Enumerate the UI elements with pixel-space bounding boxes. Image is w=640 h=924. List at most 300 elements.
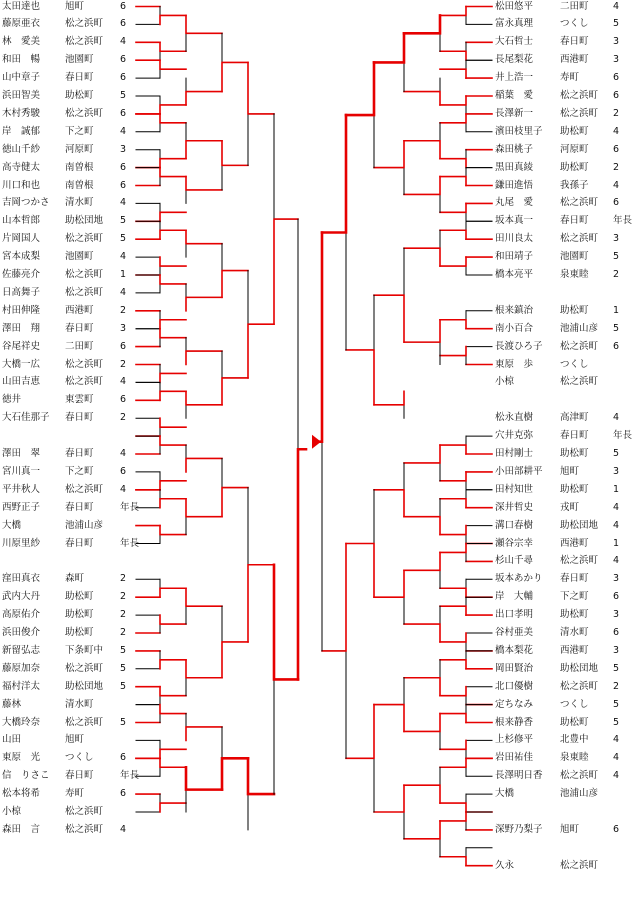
entry-club: 助松町 <box>65 609 94 621</box>
entry-club: 森町 <box>65 573 85 585</box>
winner-line <box>440 857 466 866</box>
entry-name: 小椋 <box>2 806 22 817</box>
entry-grade: 4 <box>613 125 620 137</box>
entry-club: 下之町 <box>560 591 589 603</box>
winner-line <box>186 767 222 789</box>
entry-club: 春日町 <box>65 72 94 84</box>
winner-line <box>160 230 186 239</box>
entry-name: 浜田俊介 <box>2 627 41 638</box>
entry-name: 澤田 翠 <box>2 448 41 459</box>
winner-line <box>160 212 186 221</box>
entry-grade: 6 <box>120 340 127 352</box>
winner-line <box>404 92 440 105</box>
entry-club: 二田町 <box>560 0 589 12</box>
entry-name: 谷村亜美 <box>495 627 534 638</box>
winner-line <box>440 660 466 669</box>
entry-name: 大橋 <box>2 519 22 531</box>
winner-line <box>374 785 404 812</box>
entry-grade: 1 <box>120 269 127 280</box>
entry-grade: 5 <box>120 233 127 245</box>
entry-name: 片岡国人 <box>2 233 41 245</box>
entry-name: 宮川真一 <box>2 465 41 477</box>
winner-line <box>186 297 222 310</box>
entry-name: 森田 言 <box>2 823 41 835</box>
entry-club: 春日町 <box>560 215 589 227</box>
winner-line <box>248 62 274 113</box>
entry-grade: 4 <box>613 0 620 12</box>
entry-name: 久永 <box>495 859 515 871</box>
winner-line <box>440 257 466 266</box>
entry-name: 小田部耕平 <box>495 465 543 477</box>
entry-grade: 6 <box>120 107 127 119</box>
winner-line <box>404 15 440 33</box>
entry-club: 松之浜町 <box>65 662 104 674</box>
winner-line <box>160 15 186 24</box>
entry-grade: 3 <box>613 36 620 48</box>
entry-grade: 5 <box>613 662 620 674</box>
entry-grade: 6 <box>120 161 127 173</box>
winner-line <box>440 499 466 508</box>
entry-grade: 2 <box>120 591 127 603</box>
winner-line <box>186 230 222 243</box>
entry-name: 山田吉恵 <box>2 376 41 388</box>
entry-grade: 6 <box>613 591 620 603</box>
entry-grade: 3 <box>613 573 620 585</box>
entry-name: 森田桃子 <box>495 143 534 155</box>
entry-name: 東原 光 <box>2 752 41 764</box>
entry-name: 佐藤亮介 <box>2 269 41 280</box>
winner-line <box>222 488 248 517</box>
entry-grade: 6 <box>120 0 127 12</box>
entry-name: 濱田枝里子 <box>495 125 543 137</box>
entry-club: 春日町 <box>65 537 94 549</box>
entry-club: 助松団地 <box>560 662 599 674</box>
entry-name: 高原佑介 <box>2 609 41 621</box>
entry-grade: 4 <box>120 376 127 388</box>
entry-club: 二田町 <box>65 340 94 352</box>
winner-line <box>186 141 222 159</box>
entry-grade: 6 <box>120 752 127 764</box>
entry-name: 福村洋太 <box>2 680 41 692</box>
winner-line <box>160 320 186 329</box>
entry-club: つくし <box>65 752 94 764</box>
entry-name: 長澤新一 <box>495 107 534 119</box>
winner-line <box>160 687 186 696</box>
entry-grade: 4 <box>613 770 620 782</box>
entry-club: 春日町 <box>560 36 589 48</box>
winner-line <box>222 378 248 405</box>
entry-club: 春日町 <box>65 448 94 459</box>
entry-name: 新留弘志 <box>2 644 41 656</box>
winner-line <box>160 60 186 69</box>
entry-club: 旭町 <box>560 465 580 477</box>
entry-club: 助松町 <box>560 483 589 495</box>
entry-name: 日高舞子 <box>2 286 41 298</box>
entry-name: 坂本あかり <box>495 573 543 585</box>
entry-name: 小椋 <box>495 376 515 388</box>
entry-name: 深井哲史 <box>495 501 534 513</box>
entry-club: 松之浜町 <box>560 340 599 352</box>
winner-line <box>440 203 466 212</box>
entry-grade: 年長 <box>613 215 633 227</box>
entry-club: 助松町 <box>65 591 94 603</box>
entry-grade: 6 <box>120 179 127 191</box>
entry-name: 瀬谷宗幸 <box>495 537 534 549</box>
winner-line <box>160 114 186 123</box>
entry-name: 山田 <box>2 734 22 746</box>
winner-line <box>160 329 186 338</box>
winner-line <box>440 740 466 749</box>
entry-name: 岸 誠郁 <box>2 125 41 137</box>
entry-club: 池浦山彦 <box>560 322 599 334</box>
winner-line <box>160 275 186 284</box>
entry-club: 南曽根 <box>65 179 94 191</box>
entry-grade: 2 <box>120 304 127 316</box>
entry-name: 定ちなみ <box>495 698 534 710</box>
entry-grade: 2 <box>613 161 620 173</box>
entry-grade: 2 <box>120 609 127 621</box>
entry-club: 助松町 <box>65 90 94 101</box>
entry-club: つくし <box>560 358 589 370</box>
entry-club: 清水町 <box>65 698 94 710</box>
entry-name: 出口孝明 <box>495 609 534 621</box>
entry-grade: 年長 <box>613 430 633 442</box>
entry-name: 橋本梨花 <box>495 644 534 656</box>
winner-line <box>160 418 186 427</box>
winner-line <box>186 499 222 517</box>
entry-club: 池浦山彦 <box>560 788 599 800</box>
entry-grade: 2 <box>120 412 127 424</box>
winner-line <box>346 705 374 759</box>
entry-club: 助松町 <box>560 304 589 316</box>
entry-club: 池園町 <box>65 251 94 263</box>
entry-name: 松田悠平 <box>495 0 534 12</box>
entry-club: 松之浜町 <box>65 358 104 370</box>
entry-grade: 5 <box>120 662 127 674</box>
entry-name: 溝口春樹 <box>495 519 534 531</box>
entry-club: 旭町 <box>65 0 85 12</box>
entry-grade: 4 <box>120 197 127 209</box>
entry-club: 寿町 <box>560 72 580 84</box>
entry-club: 西港町 <box>560 537 589 549</box>
winner-line <box>440 472 466 481</box>
entry-name: 川口和也 <box>2 179 41 191</box>
entry-name: 木村秀駿 <box>2 107 41 119</box>
entry-grade: 1 <box>613 537 620 549</box>
entry-grade: 5 <box>120 716 127 728</box>
winner-line <box>222 642 248 678</box>
entry-grade: 6 <box>613 823 620 835</box>
winner-line <box>440 803 466 812</box>
entry-grade: 6 <box>120 54 127 66</box>
winner-line <box>160 373 186 382</box>
entry-club: 下之町 <box>65 125 94 137</box>
winner-line <box>374 33 404 62</box>
entry-grade: 3 <box>613 465 620 477</box>
winner-line <box>186 458 222 471</box>
entry-name: 丸尾 愛 <box>495 197 534 209</box>
winner-line <box>222 758 248 789</box>
entry-grade: 4 <box>120 36 127 48</box>
entry-grade: 4 <box>613 734 620 746</box>
winner-line <box>186 727 222 740</box>
winner-line <box>160 803 186 812</box>
entry-club: 松之浜町 <box>560 90 599 101</box>
entry-name: 林 愛美 <box>2 36 41 48</box>
winner-line <box>440 347 466 356</box>
entry-club: 松之浜町 <box>65 233 104 245</box>
entry-club: 松之浜町 <box>65 376 104 388</box>
entry-name: 深野乃梨子 <box>495 823 543 835</box>
entry-grade: 3 <box>613 644 620 656</box>
entry-grade: 年長 <box>120 770 140 782</box>
winner-line <box>160 749 186 758</box>
entry-name: 藤原亜衣 <box>2 18 41 30</box>
entry-grade: 5 <box>120 680 127 692</box>
winner-line <box>374 705 404 732</box>
winner-line <box>440 230 466 239</box>
winner-line <box>440 51 466 60</box>
entry-club: 池園町 <box>560 251 589 263</box>
entry-name: 坂本真一 <box>495 215 534 227</box>
winner-line <box>346 62 374 115</box>
entry-grade: 4 <box>120 823 127 835</box>
winner-line <box>374 570 404 597</box>
entry-grade: 5 <box>613 18 620 30</box>
winner-line <box>248 758 274 794</box>
entry-name: 山本哲郎 <box>2 215 41 227</box>
entry-grade: 2 <box>120 627 127 638</box>
winner-line <box>186 588 222 606</box>
entry-grade: 5 <box>120 644 127 656</box>
entry-grade: 4 <box>120 483 127 495</box>
entry-club: 下之町 <box>65 465 94 477</box>
winner-line <box>404 785 440 803</box>
entry-name: 黒田真綾 <box>495 161 534 173</box>
winner-line <box>160 615 186 624</box>
entry-club: つくし <box>560 18 589 30</box>
winner-line <box>440 588 466 597</box>
winner-line <box>222 271 248 298</box>
entry-name: 長澤明日香 <box>495 770 543 782</box>
entry-club: 松之浜町 <box>65 18 104 30</box>
entry-club: 松之浜町 <box>65 269 104 280</box>
entry-club: 春日町 <box>65 770 94 782</box>
entry-name: 北口優樹 <box>495 680 534 692</box>
entry-grade: 4 <box>613 519 620 531</box>
entry-grade: 3 <box>120 322 127 334</box>
entry-club: 池浦山彦 <box>65 519 104 531</box>
winner-line <box>186 15 222 33</box>
entry-club: 西港町 <box>560 54 589 66</box>
entry-name: 鎌田進悟 <box>495 179 534 191</box>
entry-grade: 4 <box>613 179 620 191</box>
entry-club: 河原町 <box>560 143 589 155</box>
entry-grade: 5 <box>613 698 620 710</box>
winner-line <box>404 678 440 696</box>
entry-name: 岸 大輔 <box>495 591 534 603</box>
entry-name: 大石哲士 <box>495 36 534 48</box>
winner-line <box>248 565 274 642</box>
entry-name: 杉山千尋 <box>495 555 534 567</box>
entry-grade: 6 <box>613 72 620 84</box>
entry-grade: 5 <box>120 215 127 227</box>
entry-grade: 5 <box>120 90 127 101</box>
winner-line <box>404 177 440 195</box>
entry-name: 和田靖子 <box>495 251 534 263</box>
entry-grade: 4 <box>120 286 127 298</box>
entry-name: 田村剛士 <box>495 448 534 459</box>
entry-club: 河原町 <box>65 143 94 155</box>
entry-club: 松之浜町 <box>560 859 599 871</box>
winner-line <box>440 687 466 696</box>
winner-line <box>440 96 466 105</box>
entry-name: 上杉修平 <box>495 734 534 746</box>
entry-name: 村田伸隆 <box>2 304 41 316</box>
entry-name: 川原里紗 <box>2 537 41 549</box>
entry-club: 寿町 <box>65 788 85 800</box>
entry-club: 春日町 <box>560 430 589 442</box>
entry-club: 松之浜町 <box>560 770 599 782</box>
entry-name: 吉岡つかさ <box>2 197 50 209</box>
winner-line <box>440 69 466 78</box>
entry-name: 長渡ひろ子 <box>495 340 543 352</box>
winner-line <box>440 177 466 186</box>
winner-line <box>346 350 374 405</box>
entry-name: 大橋玲奈 <box>2 716 41 728</box>
winner-line <box>248 324 274 378</box>
entry-grade: 6 <box>613 197 620 209</box>
winner-line <box>404 624 440 642</box>
entry-name: 大石佳那子 <box>2 412 50 424</box>
entry-club: 松之浜町 <box>65 823 104 835</box>
entry-name: 窪田真衣 <box>2 573 41 585</box>
entry-grade: 5 <box>613 322 620 334</box>
entry-club: 戎町 <box>560 501 580 513</box>
entry-grade: 6 <box>120 788 127 800</box>
winner-line <box>374 295 404 342</box>
winner-line <box>404 141 440 159</box>
winner-line <box>274 219 298 324</box>
entry-grade: 5 <box>613 448 620 459</box>
winner-line <box>440 606 466 615</box>
entry-club: 助松団地 <box>65 680 104 692</box>
winner-line <box>404 320 440 342</box>
entry-grade: 2 <box>120 358 127 370</box>
entry-name: 松永直樹 <box>495 412 534 424</box>
winner-line <box>186 391 222 404</box>
entry-name: 大橋 <box>495 788 515 800</box>
entry-grade: 2 <box>120 573 127 585</box>
winner-line <box>404 517 440 535</box>
entry-name: 武内大丹 <box>2 591 41 603</box>
entry-name: 浜田智美 <box>2 90 41 101</box>
winner-line <box>374 490 404 517</box>
entry-club: 助松町 <box>560 609 589 621</box>
winner-line <box>160 391 186 400</box>
entry-club: 西港町 <box>560 644 589 656</box>
entry-grade: 3 <box>613 609 620 621</box>
winner-line <box>346 544 374 598</box>
winner-line <box>322 115 346 232</box>
winner-line <box>160 499 186 508</box>
winner-line <box>160 105 186 114</box>
entry-name: 藤林 <box>2 698 22 710</box>
entry-club: 清水町 <box>65 197 94 209</box>
entry-club: 松之浜町 <box>65 806 104 817</box>
entry-grade: 6 <box>613 627 620 638</box>
entry-club: 松之浜町 <box>65 483 104 495</box>
winner-line <box>322 544 346 651</box>
winner-line <box>186 351 222 364</box>
winner-line <box>160 168 186 177</box>
entry-name: 岡田賢治 <box>495 662 534 674</box>
entry-club: 東雲町 <box>65 394 94 406</box>
winner-line <box>440 812 466 821</box>
entry-club: 松之浜町 <box>560 680 599 692</box>
entry-grade: 4 <box>120 448 127 459</box>
entry-name: 長尾梨花 <box>495 54 534 66</box>
winner-line <box>374 391 404 404</box>
entry-name: 平井秋人 <box>2 483 41 495</box>
entry-club: 松之浜町 <box>560 376 599 388</box>
entry-name: 太田達也 <box>2 0 41 12</box>
entry-name: 根来鎮治 <box>495 304 534 316</box>
entry-grade: 5 <box>613 716 620 728</box>
entry-grade: 4 <box>120 251 127 263</box>
entry-club: 松之浜町 <box>560 197 599 209</box>
entry-club: 泉東睦 <box>560 269 589 280</box>
entry-club: 春日町 <box>65 501 94 513</box>
winner-line <box>160 42 186 51</box>
winner-line <box>160 758 186 767</box>
entry-name: 信 りさこ <box>2 770 50 782</box>
entry-club: 南曽根 <box>65 161 94 173</box>
entry-grade: 6 <box>613 143 620 155</box>
entry-club: 松之浜町 <box>560 555 599 567</box>
entry-grade: 1 <box>613 483 620 495</box>
winner-line <box>404 821 440 839</box>
winner-line <box>160 257 186 266</box>
entry-name: 東原 歩 <box>495 358 534 370</box>
entry-club: 清水町 <box>560 627 589 638</box>
entry-grade: 6 <box>120 394 127 406</box>
entry-club: 松之浜町 <box>65 107 104 119</box>
entry-club: 下条町中 <box>65 644 104 656</box>
entry-club: 泉東睦 <box>560 752 589 764</box>
entry-name: 澤田 翔 <box>2 322 41 334</box>
entry-name: 富永真理 <box>495 18 534 30</box>
winner-line <box>274 565 298 680</box>
winner-line <box>222 141 248 166</box>
entry-name: 田川良太 <box>495 233 534 245</box>
winner-line <box>186 177 222 190</box>
entry-club: 松之浜町 <box>65 36 104 48</box>
winner-line <box>404 714 440 732</box>
entry-club: 助松町 <box>65 627 94 638</box>
entry-club: 我孫子 <box>560 179 589 191</box>
winner-line <box>160 660 186 669</box>
entry-grade: 年長 <box>120 537 140 549</box>
entry-club: 西港町 <box>65 304 94 316</box>
entry-club: 松之浜町 <box>65 286 104 298</box>
winner-line <box>160 705 186 714</box>
entry-grade: 4 <box>613 752 620 764</box>
winner-line <box>160 436 186 445</box>
winner-line <box>160 526 186 535</box>
winner-line <box>404 248 440 266</box>
entry-grade: 6 <box>120 465 127 477</box>
